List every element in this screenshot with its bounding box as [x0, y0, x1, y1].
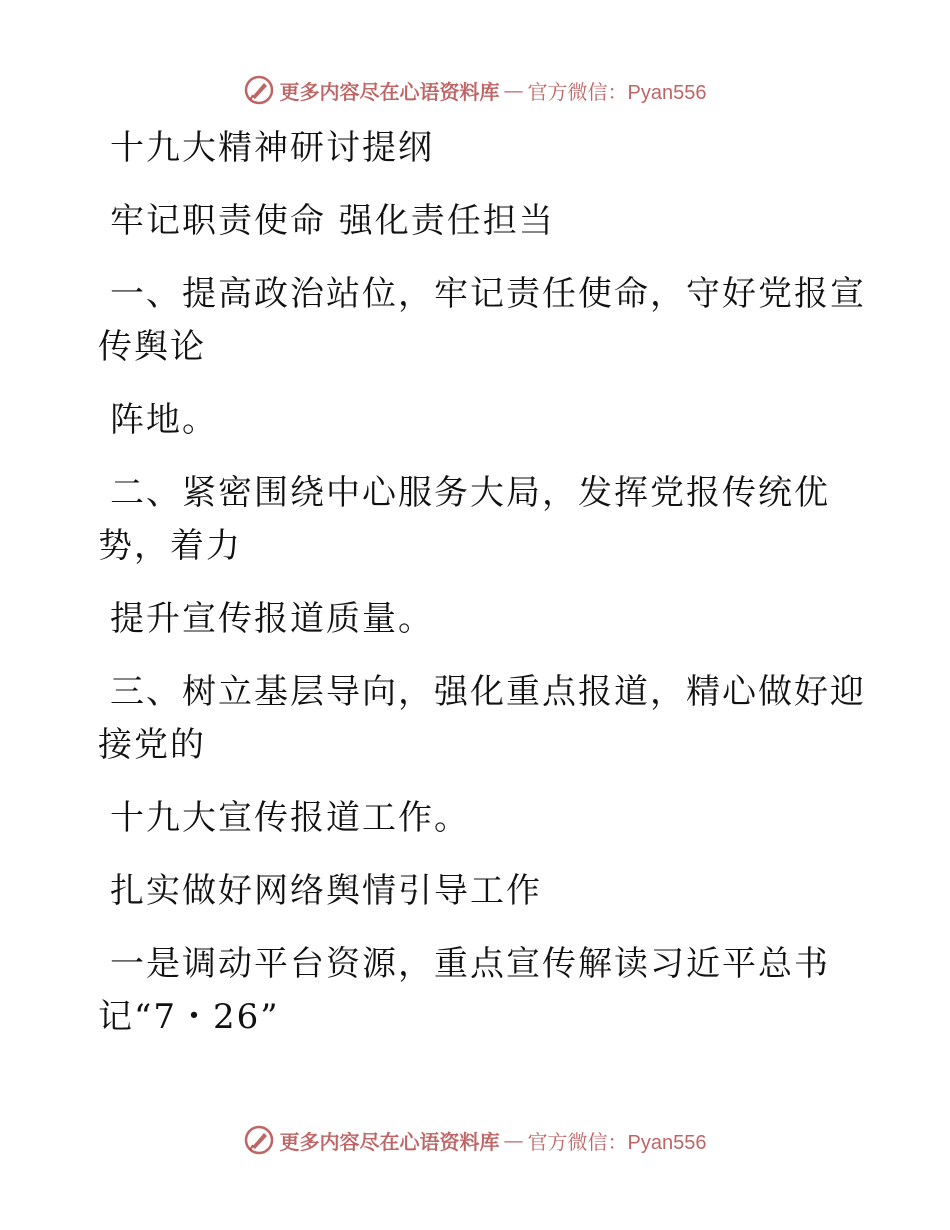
section-three-line-1: 三、树立基层导向，强化重点报道，精心做好迎	[110, 672, 866, 712]
doc-title: 十九大精神研讨提纲	[110, 128, 434, 168]
header-wechat-text: 官方微信：Pyan556	[527, 81, 707, 104]
document-body	[98, 122, 866, 1044]
section-two-line-2: 势，着力	[98, 526, 242, 566]
point-one-line-1: 一是调动平台资源，重点宣传解读习近平总书	[110, 944, 830, 984]
footer-site-text: 更多内容尽在心语资料库	[279, 1129, 500, 1154]
section-two-line-3: 提升宣传报道质量。	[110, 599, 434, 639]
footer-watermark	[0, 1120, 950, 1160]
section-one-line-3: 阵地。	[110, 400, 218, 440]
quill-logo-icon	[244, 1125, 274, 1155]
footer-dash: —	[503, 1128, 524, 1152]
header-site-text: 更多内容尽在心语资料库	[279, 79, 500, 104]
section-one-line-1: 一、提高政治站位，牢记责任使命，守好党报宣	[110, 274, 866, 314]
footer-wechat-text: 官方微信：Pyan556	[527, 1131, 707, 1154]
subsection-heading: 扎实做好网络舆情引导工作	[110, 871, 542, 911]
header-dash: —	[503, 78, 524, 102]
section-two-line-1: 二、紧密围绕中心服务大局，发挥党报传统优	[110, 473, 830, 513]
quill-logo-icon	[244, 75, 274, 105]
section-one-line-2: 传舆论	[98, 327, 206, 367]
doc-subtitle: 牢记职责使命 强化责任担当	[110, 201, 555, 241]
section-three-line-3: 十九大宣传报道工作。	[110, 798, 470, 838]
header-watermark	[0, 70, 950, 110]
point-one-line-2: 记“7・26”	[98, 997, 280, 1037]
section-three-line-2: 接党的	[98, 725, 206, 765]
